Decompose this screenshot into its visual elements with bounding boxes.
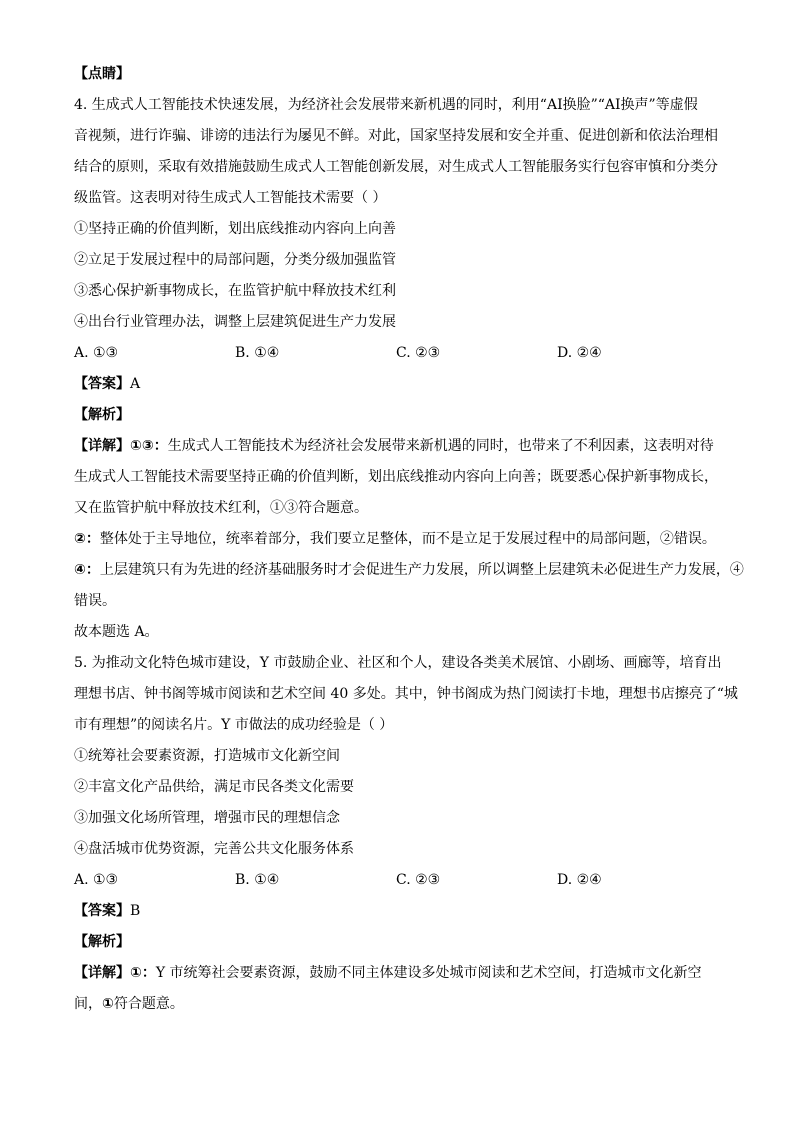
dianjing-heading: 【点睛】 (74, 66, 130, 82)
q5-stem-line-2: 理想书店、钟书阁等城市阅读和艺术空间 40 多处。其中，钟书阁成为热门阅读打卡地，理想书店擦亮了“城 (74, 686, 738, 702)
q5-answer-label: 【答案】 (74, 903, 130, 919)
q5-item-4: ④盘活城市优势资源，完善公共文化服务体系 (74, 841, 354, 857)
q4-item-2: ②立足于发展过程中的局部问题，分类分级加强监管 (74, 252, 396, 268)
q4-detail-line-1 (74, 434, 724, 465)
q5-answer (74, 899, 724, 930)
q4-detail-text-1: 生成式人工智能技术为经济社会发展带来新机遇的同时，也带来了不利因素，这表明对待 (167, 438, 714, 454)
q5-option-b: B. ①④ (235, 872, 280, 888)
q5-item-3: ③加强文化场所管理，增强市民的理想信念 (74, 810, 340, 826)
q5-detail-key: ①： (130, 965, 156, 981)
q4-stem-line-4: 级监管。这表明对待生成式人工智能技术需要（ ） (74, 190, 387, 206)
q5-item-2: ②丰富文化产品供给，满足市民各类文化需要 (74, 779, 354, 795)
q5-detail-line-2 (74, 992, 724, 1023)
q5-option-c: C. ②③ (396, 872, 441, 888)
q4-answer-value: A (130, 376, 141, 392)
q5-item-1: ①统筹社会要素资源，打造城市文化新空间 (74, 748, 340, 764)
q4-conclusion: 故本题选 A。 (74, 624, 159, 640)
q4-stem-line-2: 音视频，进行诈骗、诽谤的违法行为屡见不鲜。对此，国家坚持发展和安全并重、促进创新和依法治理相 (74, 128, 718, 144)
q4-point-4 (74, 558, 744, 589)
q4-point-4-key: ④： (74, 562, 100, 578)
q4-option-d: D. ②④ (557, 345, 602, 361)
q4-item-1: ①坚持正确的价值判断，划出底线推动内容向上向善 (74, 221, 396, 237)
q5-detail-text-2: 间， (74, 996, 102, 1012)
q4-answer (74, 372, 724, 403)
q4-point-4-cont: 错误。 (74, 593, 116, 609)
q5-stem-line-3: 市有理想”的阅读名片。Y 市做法的成功经验是（ ） (74, 717, 394, 733)
q4-option-a: A. ①③ (74, 345, 119, 361)
q4-point-4-text: 上层建筑只有为先进的经济基础服务时才会促进生产力发展，所以调整上层建筑未必促进生产力发展，④ (99, 562, 744, 578)
q4-option-b: B. ①④ (235, 345, 280, 361)
q4-item-3: ③悉心保护新事物成长，在监管护航中释放技术红利 (74, 283, 396, 299)
q5-option-d: D. ②④ (557, 872, 602, 888)
q5-option-a: A. ①③ (74, 872, 119, 888)
question-4 (74, 93, 744, 651)
q4-detail-label: 【详解】 (74, 438, 130, 454)
q4-detail-line-3: 又在监管护航中释放技术红利，①③符合题意。 (74, 500, 368, 516)
q4-point-2-key: ②： (74, 531, 100, 547)
q5-detail-text-1: Y 市统筹社会要素资源，鼓励不同主体建设多处城市阅读和艺术空间，打造城市文化新空 (155, 965, 702, 981)
q5-detail-text-3: 符合题意。 (113, 996, 184, 1012)
q4-option-c: C. ②③ (396, 345, 441, 361)
q4-item-4: ④出台行业管理办法，调整上层建筑促进生产力发展 (74, 314, 396, 330)
q4-stem-line-1: 4. 生成式人工智能技术快速发展，为经济社会发展带来新机遇的同时，利用“AI换脸”“AI换声”等虚假 (74, 97, 698, 113)
q5-detail-line-1 (74, 961, 724, 992)
q4-options (74, 341, 724, 372)
q5-stem-line-1: 5. 为推动文化特色城市建设，Y 市鼓励企业、社区和个人，建设各类美术展馆、小剧场、画廊等，培育出 (74, 655, 722, 671)
q4-detail-key: ①③： (130, 438, 168, 454)
q5-detail-label: 【详解】 (74, 965, 130, 981)
question-5 (74, 651, 738, 1023)
q4-answer-label: 【答案】 (74, 376, 130, 392)
q4-analysis-label: 【解析】 (74, 407, 130, 423)
document-page (74, 62, 744, 1023)
q5-detail-mark: ① (102, 996, 114, 1012)
q4-stem-line-3: 结合的原则，采取有效措施鼓励生成式人工智能创新发展，对生成式人工智能服务实行包容审慎和分类分 (74, 159, 718, 175)
q4-point-2-text: 整体处于主导地位，统率着部分，我们要立足整体，而不是立足于发展过程中的局部问题，②错误。 (99, 531, 716, 547)
q4-point-2 (74, 527, 724, 558)
q5-analysis-label: 【解析】 (74, 934, 130, 950)
q5-options (74, 868, 724, 899)
q5-answer-value: B (130, 903, 141, 919)
q4-detail-line-2: 生成式人工智能技术需要坚持正确的价值判断，划出底线推动内容向上向善；既要悉心保护新事物成长， (74, 469, 718, 485)
